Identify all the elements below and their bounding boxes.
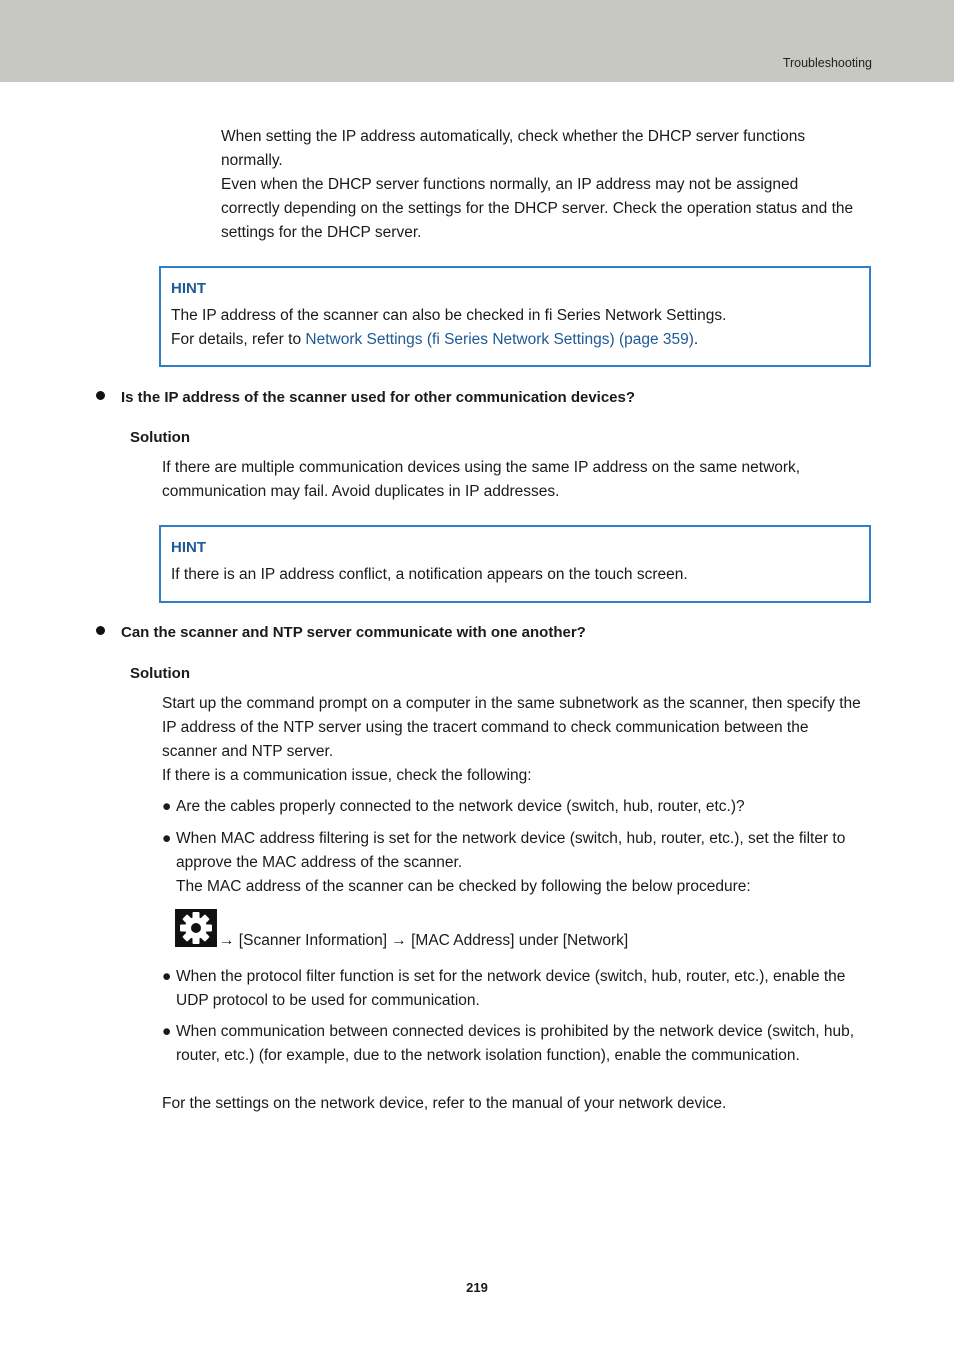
- gear-icon: [175, 909, 217, 947]
- closing-text: For the settings on the network device, refer to the manual of your network device.: [162, 1095, 727, 1112]
- solution-2-text: [162, 692, 862, 788]
- check-item-3: [162, 965, 862, 1013]
- bullet-dot: [96, 626, 105, 635]
- hint-text: The IP address of the scanner can also be checked in fi Series Network Settings.: [171, 307, 727, 324]
- solution-label-1: Solution: [130, 429, 190, 446]
- solution-2-paragraph-1: Start up the command prompt on a computer in the same subnetwork as the scanner, then specify the IP address of the NTP server using the tracert command to check communication between the scanner and NTP server.: [162, 695, 861, 760]
- check-item-2: [162, 827, 862, 899]
- hint-box-1: [159, 266, 871, 367]
- check-item-4: [162, 1020, 862, 1068]
- solution-2-paragraph-2: If there is a communication issue, check the following:: [162, 767, 532, 784]
- question-1-text: Is the IP address of the scanner used for other communication devices?: [121, 389, 636, 406]
- hint-box-2: [159, 525, 871, 603]
- mac-address-path: → [Scanner Information] → [MAC Address] under [Network]: [219, 932, 629, 949]
- hint-reference-suffix: .: [693, 331, 699, 348]
- check-item-text: Are the cables properly connected to the network device (switch, hub, router, etc.)?: [176, 798, 745, 815]
- page-number: 219: [466, 1280, 488, 1295]
- mac-note: The MAC address of the scanner can be checked by following the below procedure:: [176, 878, 751, 895]
- bullet-mark: ●: [162, 798, 172, 815]
- question-1: [96, 386, 635, 410]
- section-title: Troubleshooting: [782, 56, 872, 70]
- network-settings-link[interactable]: Network Settings (fi Series Network Settings) (page 359): [305, 331, 694, 348]
- solution-label-2: Solution: [130, 665, 190, 682]
- check-item-text: When MAC address filtering is set for the network device (switch, hub, router, etc.), set the filter to approve the MAC address of the scanner.: [176, 830, 846, 871]
- hint-title: HINT: [171, 539, 206, 556]
- bullet-mark: ●: [162, 968, 172, 985]
- bullet-mark: ●: [162, 830, 172, 847]
- bullet-dot: [96, 391, 105, 400]
- check-item-text: When communication between connected devices is prohibited by the network device (switch, hub, router, etc.) (for example, due to the network isolation function), enable the communication.: [176, 1023, 855, 1064]
- check-item-text: When the protocol filter function is set for the network device (switch, hub, router, etc.), enable the UDP protocol to be used for communication.: [176, 968, 846, 1009]
- hint-text: If there is an IP address conflict, a notification appears on the touch screen.: [171, 566, 688, 583]
- hint-reference-prefix: For details, refer to: [171, 331, 306, 348]
- hint-reference: [171, 328, 859, 352]
- intro-paragraph-1: When setting the IP address automatically, check whether the DHCP server functions normally.: [221, 128, 806, 169]
- question-2: [96, 621, 586, 645]
- solution-1-text: If there are multiple communication devices using the same IP address on the same network, communication may fail. Avoid duplicates in IP addresses.: [162, 459, 801, 500]
- hint-title: HINT: [171, 280, 206, 297]
- intro-text: [221, 125, 861, 245]
- check-item-1: [162, 795, 862, 819]
- bullet-mark: ●: [162, 1023, 172, 1040]
- intro-paragraph-2: Even when the DHCP server functions normally, an IP address may not be assigned correctly depending on the settings for the DHCP server. Check the operation status and the settings for the DHCP server.: [221, 176, 854, 241]
- page-header: [0, 0, 954, 82]
- question-2-text: Can the scanner and NTP server communicate with one another?: [121, 624, 586, 641]
